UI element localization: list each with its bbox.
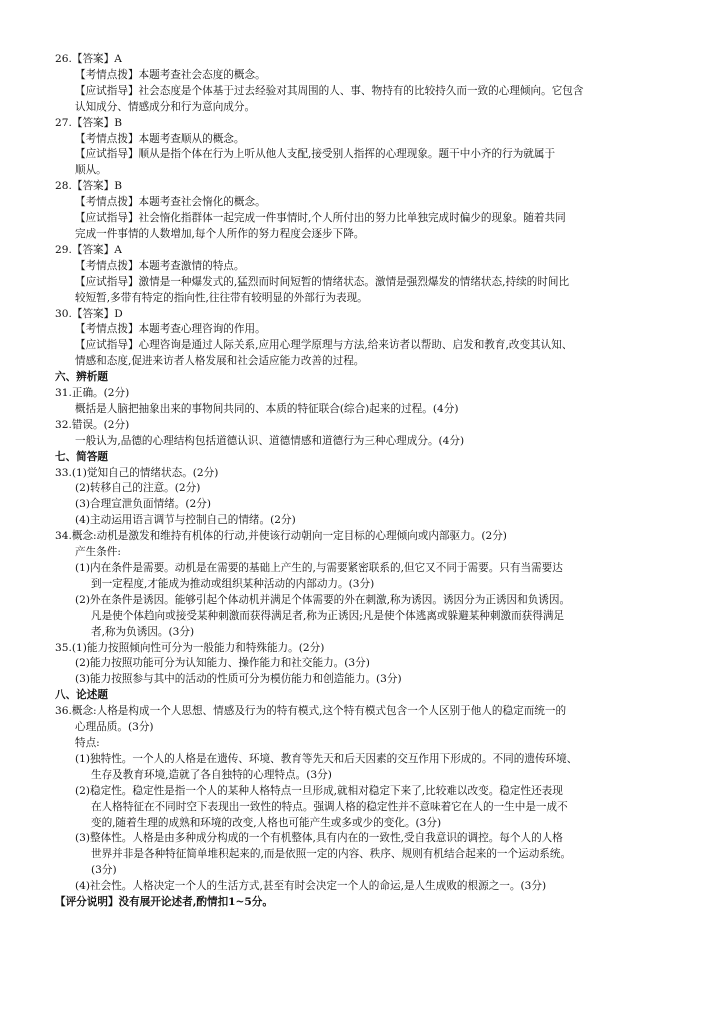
answer-34-condition-2-line-2: 凡是使个体趋向或接受某种刺激而获得满足者,称为正诱因;凡是使个体逃离或躲避某种刺激而获得满足: [91, 609, 565, 622]
section-6-title: 六、辨析题: [55, 371, 108, 384]
answer-36-feature-2-line-3: 变的,随着生理的成熟和环境的改变,人格也可能产生或多或少的变化。(3分): [91, 816, 442, 829]
section-8-essay: [55, 688, 667, 911]
answer-32-body: 一般认为,品德的心理结构包括道德认识、道德情感和道德行为三种心理成分。(4分): [75, 434, 465, 447]
answer-36-concept-line-1: 36.概念:人格是构成一个人思想、情感及行为的特有模式,这个特有模式包含一个人区别于他人的稳定而统一的: [55, 705, 567, 718]
section-6-discrimination: [55, 370, 667, 450]
answer-26: [55, 52, 667, 116]
answer-29: [55, 243, 667, 307]
scoring-note: 【评分说明】没有展开论述者,酌情扣1~5分。: [55, 896, 273, 909]
answer-36-feature-3-line-1: (3)整体性。人格是由多种成分构成的一个有机整体,具有内在的一致性,受自我意识的调控。每个人的人格: [75, 832, 563, 845]
answer-36-feature-1-line-2: 生存及教育环境,造就了各自独特的心理特点。(3分): [91, 768, 332, 781]
answer-27-point: 【考情点拨】本题考查顺从的概念。: [75, 132, 245, 145]
answer-33-item-4: (4)主动运用语言调节与控制自己的情绪。(2分): [75, 514, 296, 527]
answer-30-guide-line-1: 【应试指导】心理咨询是通过人际关系,应用心理学原理与方法,给来访者以帮助、启发和教育,改变其认知、: [75, 339, 573, 352]
answer-30-key: 30.【答案】D: [55, 307, 123, 320]
answer-33-item-3: (3)合理宣泄负面情绪。(2分): [75, 498, 211, 511]
answer-34-concept: 34.概念:动机是激发和维持有机体的行动,并使该行动朝向一定目标的心理倾向或内部驱力。(2分): [55, 530, 507, 543]
answer-34-conditions-label: 产生条件:: [75, 546, 121, 559]
answer-36-feature-2-line-2: 在人格特征在不同时空下表现出一致性的特点。强调人格的稳定性并不意味着它在人的一生中是一成不: [91, 800, 568, 813]
answer-34-condition-1-line-2: 到一定程度,才能成为推动或组织某种活动的内部动力。(3分): [91, 577, 375, 590]
answer-26-guide-line-2: 认知成分、情感成分和行为意向成分。: [75, 100, 256, 113]
section-8-title: 八、论述题: [55, 689, 108, 702]
answer-28-point: 【考情点拨】本题考查社会惰化的概念。: [75, 196, 266, 209]
answer-26-key: 26.【答案】A: [55, 53, 122, 65]
answer-29-point: 【考情点拨】本题考查激情的特点。: [75, 259, 245, 272]
answer-30: [55, 307, 667, 371]
answer-27-guide-line-2: 顺从。: [75, 164, 107, 177]
answer-29-guide-line-1: 【应试指导】激情是一种爆发式的,猛烈而时间短暂的情绪状态。激情是强烈爆发的情绪状态,持续的时间比: [75, 275, 570, 288]
answer-33-item-2: (2)转移自己的注意。(2分): [75, 482, 201, 495]
answer-34-condition-1-line-1: (1)内在条件是需要。动机是在需要的基础上产生的,与需要紧密联系的,但它又不同于需要。只有当需要达: [75, 562, 563, 574]
answer-26-guide-line-1: 【应试指导】社会态度是个体基于过去经验对其周围的人、事、物持有的比较持久而一致的心理倾向。它包含: [75, 84, 584, 97]
answer-33-item-1: 33.(1)觉知自己的情绪状态。(2分): [55, 466, 219, 479]
answer-34-condition-2-line-3: 者,称为负诱因。(3分): [91, 625, 195, 638]
answer-36-feature-3-line-2: 世界并非是各种特征简单堆积起来的,而是依照一定的内容、秩序、规则有机结合起来的一个运动系统。: [91, 848, 572, 861]
answer-28-guide-line-1: 【应试指导】社会惰化指群体一起完成一件事情时,个人所付出的努力比单独完成时偏少的现象。随着共同: [75, 212, 566, 225]
answer-36-feature-3-line-3: (3分): [91, 864, 117, 877]
answer-30-guide-line-2: 情感和态度,促进来访者人格发展和社会适应能力改善的过程。: [75, 355, 365, 368]
answer-27-guide-line-1: 【应试指导】顺从是指个体在行为上听从他人支配,接受别人指挥的心理现象。题干中小齐的行为就属于: [75, 148, 556, 161]
section-7-short-answer: [55, 450, 667, 689]
answer-28-guide-line-2: 完成一件事情的人数增加,每个人所作的努力程度会逐步下降。: [75, 227, 365, 240]
answer-35-item-3: (3)能力按照参与其中的活动的性质可分为模仿能力和创造能力。(3分): [75, 673, 402, 686]
answer-36-feature-1-line-1: (1)独特性。一个人的人格是在遗传、环境、教育等先天和后天因素的交互作用下形成的。不同的遗传环境、: [75, 752, 578, 765]
answer-36-concept-line-2: 心理品质。(3分): [75, 721, 154, 734]
answer-29-key: 29.【答案】A: [55, 243, 122, 256]
section-7-title: 七、简答题: [55, 450, 108, 463]
answer-35-item-1: 35.(1)能力按照倾向性可分为一般能力和特殊能力。(2分): [55, 641, 325, 654]
answer-28: [55, 179, 667, 243]
answer-28-key: 28.【答案】B: [55, 180, 123, 193]
answer-27: [55, 116, 667, 180]
answer-32-head: 32.错误。(2分): [55, 418, 130, 431]
answer-36-feature-2-line-1: (2)稳定性。稳定性是指一个人的某种人格特点一旦形成,就相对稳定下来了,比较难以改变。稳定性还表现: [75, 784, 563, 797]
answer-34-condition-2-line-1: (2)外在条件是诱因。能够引起个体动机并满足个体需要的外在刺激,称为诱因。诱因分为正诱因和负诱因。: [75, 593, 571, 606]
answer-31-body: 概括是人脑把抽象出来的事物间共同的、本质的特征联合(综合)起来的过程。(4分): [75, 402, 459, 415]
answer-36-features-label: 特点:: [75, 736, 100, 749]
answer-30-point: 【考情点拨】本题考查心理咨询的作用。: [75, 323, 266, 336]
answer-key-page: [55, 52, 667, 911]
answer-31-head: 31.正确。(2分): [55, 387, 130, 400]
answer-36-feature-4: (4)社会性。人格决定一个人的生活方式,甚至有时会决定一个人的命运,是人生成败的根源之一。(3分): [75, 880, 547, 893]
answer-26-point: 【考情点拨】本题考查社会态度的概念。: [75, 68, 266, 81]
answer-35-item-2: (2)能力按照功能可分为认知能力、操作能力和社交能力。(3分): [75, 657, 370, 670]
answer-29-guide-line-2: 较短暂,多带有特定的指向性,往往带有较明显的外部行为表现。: [75, 291, 368, 304]
answer-27-key: 27.【答案】B: [55, 116, 123, 129]
